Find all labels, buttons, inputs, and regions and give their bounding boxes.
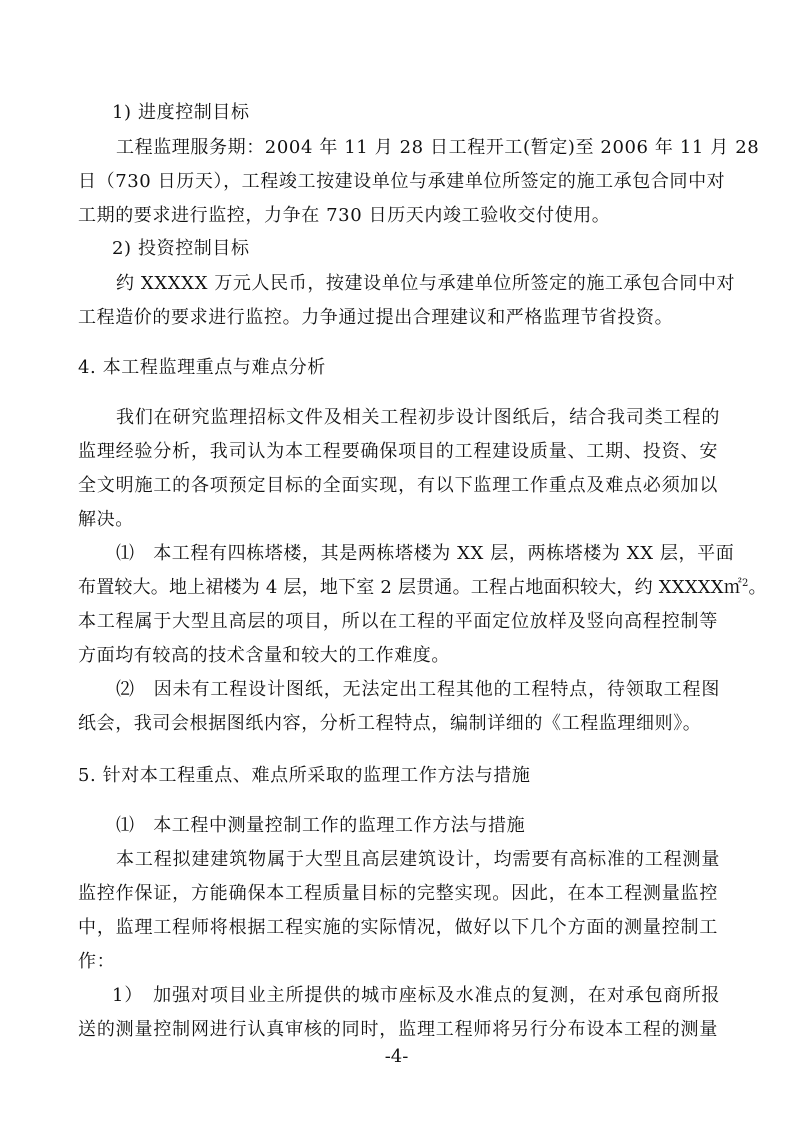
paragraph-line: 全文明施工的各项预定目标的全面实现，有以下监理工作重点及难点必须加以: [78, 475, 718, 496]
paragraph-line: 工期的要求进行监控，力争在 730 日历天内竣工验收交付使用。: [78, 205, 611, 226]
section-heading-4: 4. 本工程监理重点与难点分析: [78, 357, 326, 378]
paragraph-line: 解决。: [78, 509, 134, 530]
heading-investment-control: 2) 投资控制目标: [112, 238, 250, 259]
paragraph-line: 本工程属于大型且高层的项目，所以在工程的平面定位放样及竖向高程控制等: [78, 611, 718, 632]
paragraph-line-text: 布置较大。地上裙楼为 4 层，地下室 2 层贯通。工程占地面积较大，约 XXXXX㎡: [78, 577, 742, 598]
list-item-2: ⑵ 因未有工程设计图纸，无法定出工程其他的工程特点，待领取工程图: [116, 679, 720, 700]
paragraph-line: 我们在研究监理招标文件及相关工程初步设计图纸后，结合我司类工程的: [116, 407, 720, 428]
paragraph-line: 送的测量控制网进行认真审核的同时，监理工程师将另行分布设本工程的测量: [78, 1019, 718, 1040]
paragraph-line: 中，监理工程师将根据工程实施的实际情况，做好以下几个方面的测量控制工: [78, 917, 718, 938]
paragraph-line: 监控作保证，方能确保本工程质量目标的完整实现。因此，在本工程测量监控: [78, 883, 718, 904]
paragraph-line-end: 。: [748, 577, 767, 598]
paragraph-line: [78, 575, 767, 601]
paragraph-line: 监理经验分析，我司认为本工程要确保项目的工程建设质量、工期、投资、安: [78, 441, 718, 462]
section-heading-5: 5. 针对本工程重点、难点所采取的监理工作方法与措施: [78, 765, 531, 786]
list-item-1-measure: 1） 加强对项目业主所提供的城市座标及水准点的复测，在对承包商所报: [112, 985, 720, 1006]
paragraph-line: 本工程拟建建筑物属于大型且高层建筑设计，均需要有高标准的工程测量: [116, 849, 720, 870]
list-item-1: ⑴ 本工程有四栋塔楼，其是两栋塔楼为 XX 层，两栋塔楼为 XX 层，平面: [116, 543, 735, 564]
paragraph-line: 纸会，我司会根据图纸内容，分析工程特点，编制详细的《工程监理细则》。: [78, 713, 702, 734]
paragraph-line: 工程监理服务期：2004 年 11 月 28 日工程开工(暂定)至 2006 年 11 月 28: [116, 137, 760, 158]
heading-schedule-control: 1) 进度控制目标: [112, 102, 250, 123]
superscript: 2: [741, 578, 749, 589]
page-number: -4-: [384, 1046, 409, 1067]
paragraph-line: 约 XXXXX 万元人民币，按建设单位与承建单位所签定的施工承包合同中对: [116, 273, 736, 294]
sub-heading-1: ⑴ 本工程中测量控制工作的监理工作方法与措施: [116, 815, 526, 836]
paragraph-line: 方面均有较高的技术含量和较大的工作难度。: [78, 645, 450, 666]
paragraph-line: 工程造价的要求进行监控。力争通过提出合理建议和严格监理节省投资。: [78, 307, 674, 328]
paragraph-line: 作：: [78, 951, 116, 972]
paragraph-line: 日（730 日历天），工程竣工按建设单位与承建单位所签定的施工承包合同中对: [78, 171, 726, 192]
